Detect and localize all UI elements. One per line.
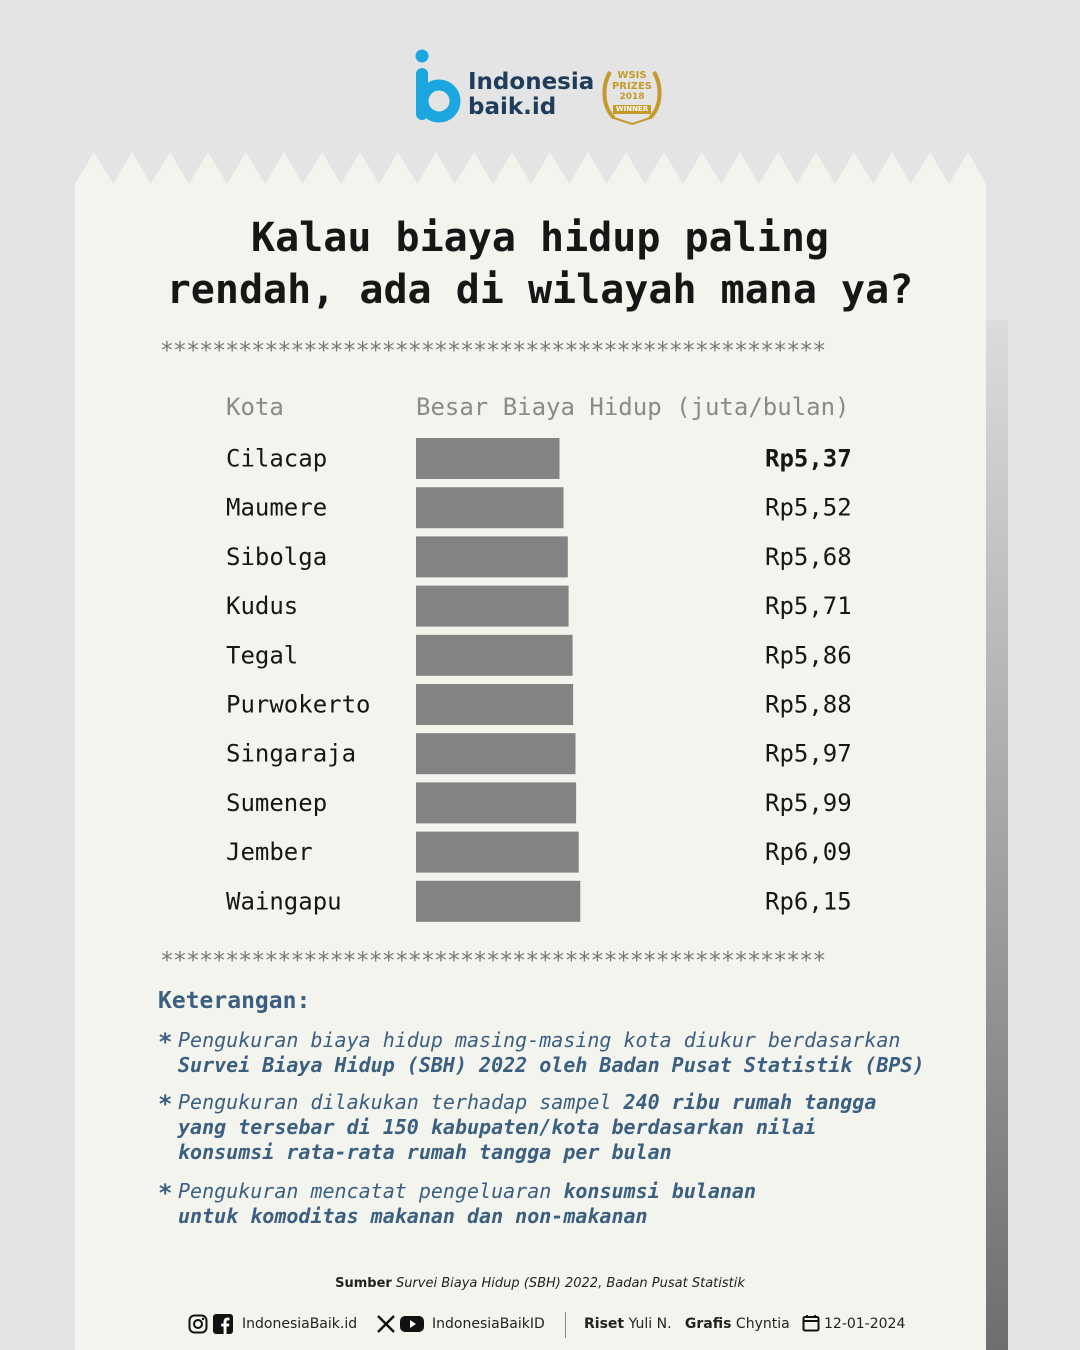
city-label: Tegal — [226, 641, 299, 670]
note-2-bold-b: yang tersebar di 150 kabupaten/kota berdasarkan nilai — [178, 1115, 817, 1139]
bar — [416, 586, 569, 627]
bar — [416, 635, 573, 676]
note-3-bold-a: konsumsi bulanan — [563, 1179, 756, 1203]
bar — [416, 487, 564, 528]
footer-credits — [584, 1316, 790, 1332]
asterisk-icon: * — [158, 1179, 173, 1207]
note-3-bold-b: untuk komoditas makanan dan non-makanan — [178, 1204, 648, 1228]
x-twitter-icon[interactable] — [376, 1314, 396, 1334]
source-line — [0, 1276, 1080, 1291]
facebook-icon[interactable] — [213, 1314, 233, 1334]
notes-title: Keterangan: — [158, 988, 311, 1014]
award-line2: PRIZES — [611, 81, 653, 92]
city-label: Sibolga — [226, 542, 328, 571]
title-line2: rendah, ada di wilayah mana ya? — [166, 267, 914, 313]
grafis-label: Grafis — [684, 1316, 732, 1332]
note-3 — [158, 1179, 958, 1229]
note-1 — [158, 1028, 958, 1078]
footer-date: 12-01-2024 — [824, 1316, 906, 1332]
city-label: Waingapu — [226, 887, 342, 916]
value-label: Rp5,99 — [765, 788, 852, 817]
value-label: Rp5,52 — [765, 493, 852, 522]
title-line1: Kalau biaya hidup paling — [251, 215, 829, 261]
source-text: Survei Biaya Hidup (SBH) 2022, Badan Pusat Statistik — [395, 1276, 745, 1291]
bar — [416, 832, 579, 873]
bar — [416, 438, 560, 479]
city-label: Jember — [226, 838, 313, 867]
brand-line2: baik.id — [468, 94, 557, 120]
note-2 — [158, 1090, 958, 1165]
star-divider-top: *************************************************** — [160, 338, 826, 364]
value-label: Rp5,68 — [765, 542, 852, 571]
footer-handle-1[interactable]: IndonesiaBaik.id — [242, 1316, 358, 1332]
note-1-bold: Survei Biaya Hidup (SBH) 2022 oleh Badan Pusat Statistik (BPS) — [178, 1053, 925, 1077]
value-label: Rp5,37 — [765, 444, 852, 473]
brand-line1: Indonesia — [468, 69, 595, 95]
value-label: Rp5,86 — [765, 641, 852, 670]
note-1-text: Pengukuran biaya hidup masing-masing kota diukur berdasarkan — [178, 1028, 901, 1052]
value-label: Rp6,15 — [765, 887, 852, 916]
asterisk-icon: * — [158, 1090, 173, 1118]
bar — [416, 733, 576, 774]
riset-name: Yuli N. — [628, 1316, 672, 1332]
bar — [416, 684, 573, 725]
city-label: Cilacap — [226, 444, 328, 473]
city-label: Maumere — [226, 493, 328, 522]
asterisk-icon: * — [158, 1028, 173, 1056]
note-2-text: Pengukuran dilakukan terhadap sampel — [178, 1090, 612, 1114]
value-label: Rp5,97 — [765, 739, 852, 768]
value-label: Rp5,71 — [765, 592, 852, 621]
column-header-city: Kota — [226, 393, 284, 421]
city-label: Purwokerto — [226, 690, 371, 719]
note-2-bold-a: 240 ribu rumah tangga — [623, 1090, 877, 1114]
award-year: 2018 — [619, 92, 645, 102]
note-2-bold-c: konsumsi rata-rata rumah tangga per bulan — [178, 1140, 672, 1164]
footer-handle-2[interactable]: IndonesiaBaikID — [432, 1316, 545, 1332]
value-label: Rp5,88 — [765, 690, 852, 719]
award-winner-label: WINNER — [613, 105, 651, 114]
award-line1: WSIS — [617, 70, 647, 81]
note-3-text: Pengukuran mencatat pengeluaran — [178, 1179, 552, 1203]
city-label: Sumenep — [226, 788, 328, 817]
instagram-icon[interactable] — [188, 1314, 208, 1334]
riset-label: Riset — [584, 1316, 625, 1332]
footer-divider — [565, 1312, 566, 1338]
bar — [416, 782, 576, 823]
city-label: Singaraja — [226, 739, 357, 768]
bar — [416, 881, 580, 922]
youtube-icon[interactable] — [400, 1314, 424, 1334]
city-label: Kudus — [226, 592, 299, 621]
value-label: Rp6,09 — [765, 838, 852, 867]
grafis-name: Chyntia — [735, 1316, 790, 1332]
column-header-value: Besar Biaya Hidup (juta/bulan) — [416, 393, 850, 421]
bar — [416, 536, 568, 577]
calendar-icon — [802, 1314, 820, 1332]
source-label: Sumber — [335, 1276, 392, 1291]
star-divider-bottom: *************************************************** — [160, 948, 826, 974]
